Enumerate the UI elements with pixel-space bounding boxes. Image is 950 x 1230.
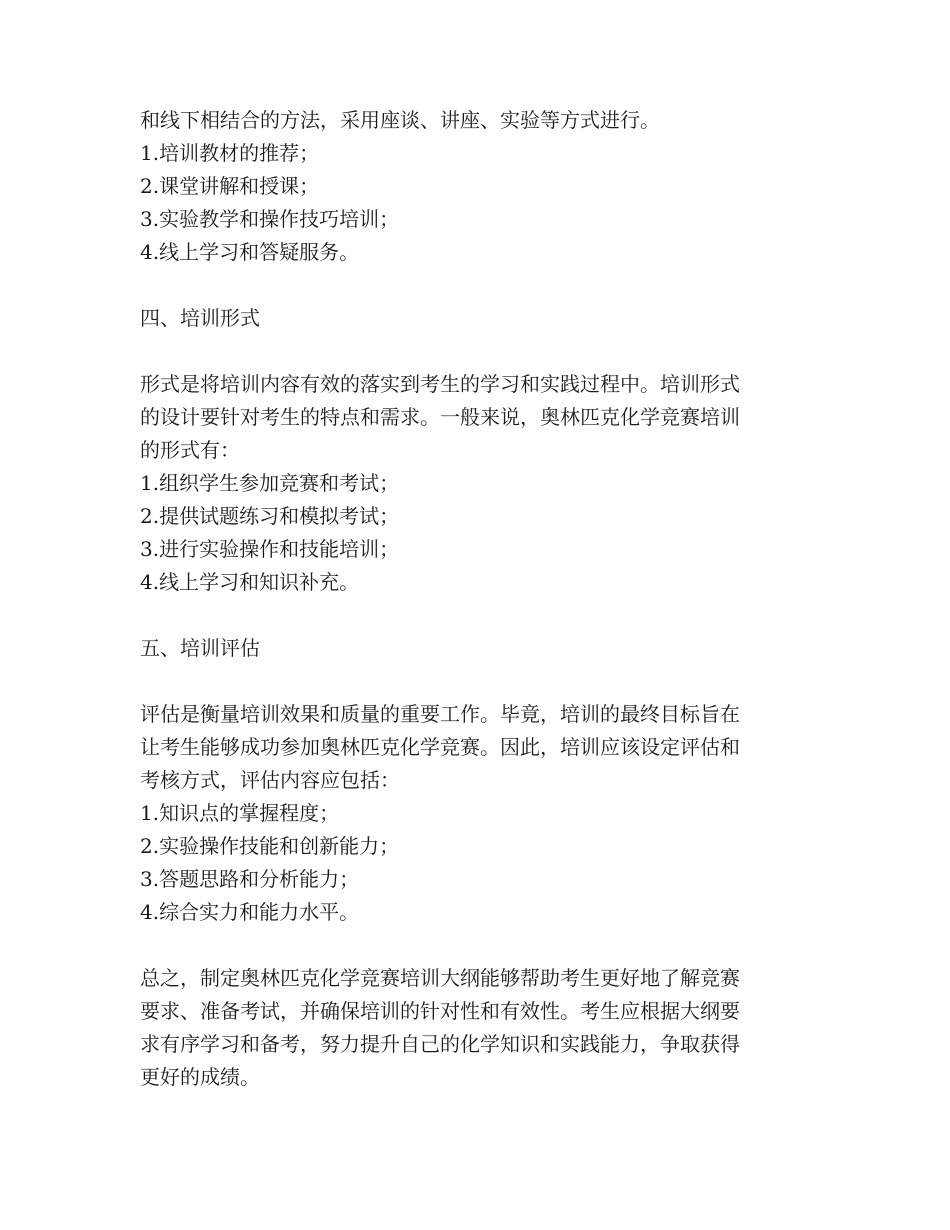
- section5-list: [140, 797, 800, 929]
- text-line: 让考生能够成功参加奥林匹克化学竞赛。因此，培训应该设定评估和: [140, 735, 740, 759]
- section4-list: [140, 467, 800, 599]
- list-item: 4.线上学习和知识补充。: [140, 570, 360, 594]
- text-line: 的形式有：: [140, 438, 240, 462]
- paragraph-gap: [140, 269, 800, 302]
- section4-paragraph: [140, 368, 800, 467]
- paragraph-gap: [140, 335, 800, 368]
- text-line: 要求、准备考试，并确保培训的针对性和有效性。考生应根据大纲要: [140, 999, 740, 1023]
- list-item: 1.组织学生参加竞赛和考试；: [140, 471, 400, 495]
- paragraph-gap: [140, 929, 800, 962]
- list-item: 3.答题思路和分析能力；: [140, 867, 360, 891]
- document-page: [140, 104, 800, 1094]
- conclusion-paragraph: [140, 962, 800, 1094]
- text-line: 求有序学习和备考，努力提升自己的化学知识和实践能力，争取获得: [140, 1032, 740, 1056]
- text-line: 评估是衡量培训效果和质量的重要工作。毕竟，培训的最终目标旨在: [140, 702, 740, 726]
- text-line: 考核方式，评估内容应包括：: [140, 768, 400, 792]
- text-line: 更好的成绩。: [140, 1065, 260, 1089]
- paragraph-gap: [140, 665, 800, 698]
- intro-list: [140, 137, 800, 269]
- text-line: 和线下相结合的方法，采用座谈、讲座、实验等方式进行。: [140, 108, 660, 132]
- list-item: 4.综合实力和能力水平。: [140, 900, 360, 924]
- list-item: 4.线上学习和答疑服务。: [140, 240, 360, 264]
- section-heading-training-form: 四、培训形式: [140, 306, 260, 330]
- text-line: 形式是将培训内容有效的落实到考生的学习和实践过程中。培训形式: [140, 372, 740, 396]
- section5-paragraph: [140, 698, 800, 797]
- list-item: 2.提供试题练习和模拟考试；: [140, 504, 400, 528]
- intro-continuation: [140, 104, 800, 137]
- list-item: 1.培训教材的推荐；: [140, 141, 320, 165]
- text-line: 总之，制定奥林匹克化学竞赛培训大纲能够帮助考生更好地了解竞赛: [140, 966, 740, 990]
- list-item: 1.知识点的掌握程度；: [140, 801, 340, 825]
- section-heading-training-evaluation: 五、培训评估: [140, 636, 260, 660]
- list-item: 2.实验操作技能和创新能力；: [140, 834, 400, 858]
- list-item: 3.实验教学和操作技巧培训；: [140, 207, 400, 231]
- paragraph-gap: [140, 599, 800, 632]
- list-item: 3.进行实验操作和技能培训；: [140, 537, 400, 561]
- text-line: 的设计要针对考生的特点和需求。一般来说，奥林匹克化学竞赛培训: [140, 405, 740, 429]
- list-item: 2.课堂讲解和授课；: [140, 174, 320, 198]
